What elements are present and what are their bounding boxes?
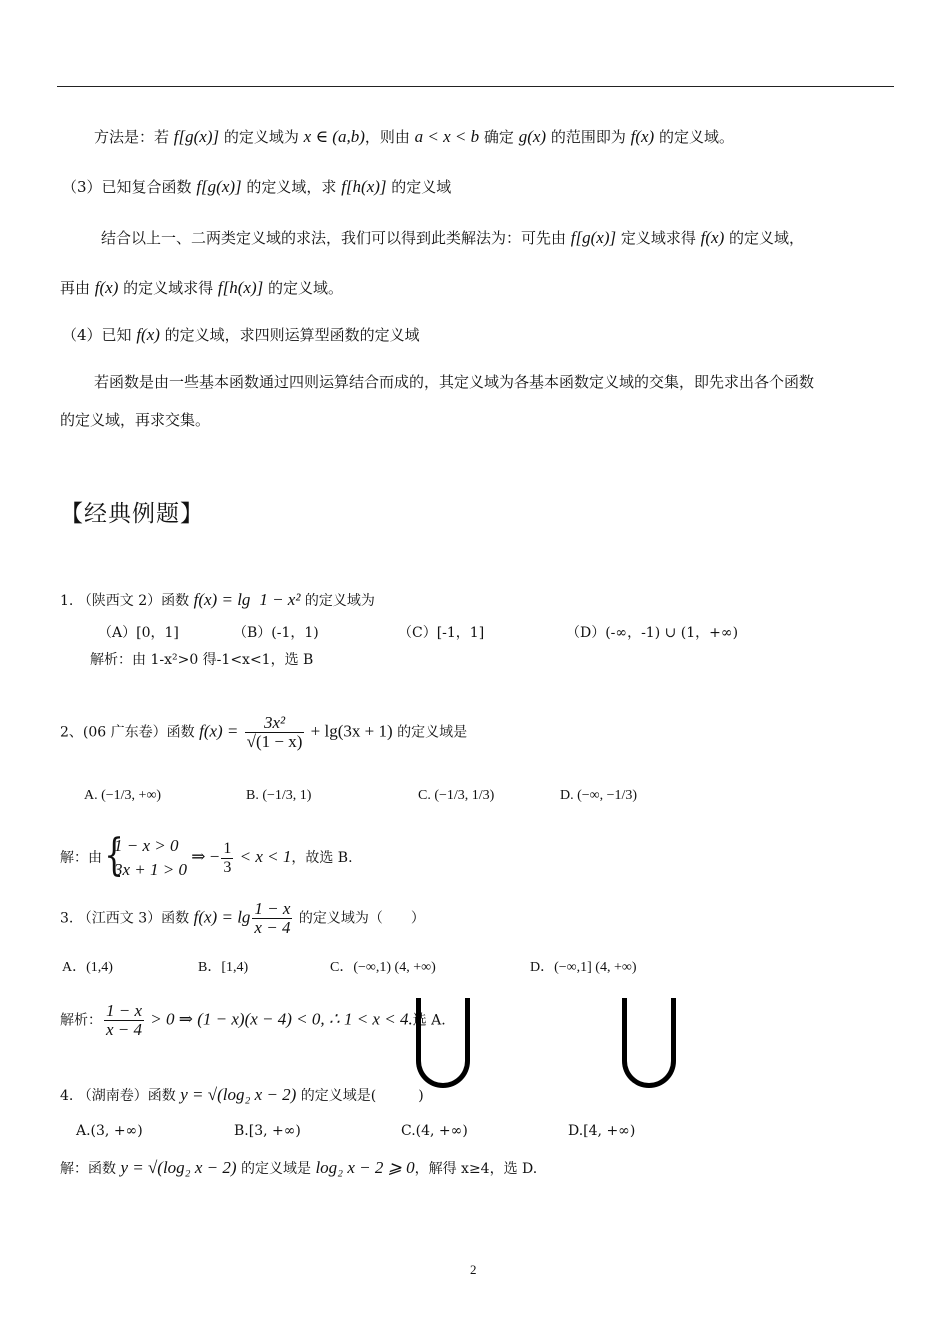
q3-stem: 3. （江西文 3）函数 f(x) = lg $\frac{1 - x}{x - 4}$ 的定义域为（ ） bbox=[60, 899, 425, 937]
q3-option-b: B．[1,4) bbox=[198, 960, 249, 975]
q2-solution: 解：由 { 1 − x > 0 3x + 1 > 0 ⇒ − $\frac{1}{3}$ < x < 1，故选 B. bbox=[60, 830, 353, 885]
q4-option-c: C.(4, +∞) bbox=[401, 1123, 468, 1139]
case-3-body-2: 再由 f(x) 的定义域求得 f[h(x)] 的定义域。 bbox=[60, 278, 344, 297]
q1-option-d: （D）(-∞，-1) ∪ (1，+∞) bbox=[566, 625, 739, 641]
q1-stem: 1. （陕西文 2）函数 f(x) = lg 1 − x² 的定义域为 bbox=[60, 590, 375, 609]
header-rule bbox=[57, 86, 894, 87]
case-4-title: （4）已知 f(x) 的定义域，求四则运算型函数的定义域 bbox=[62, 325, 420, 344]
q4-option-a: A.(3, +∞) bbox=[76, 1123, 143, 1139]
q2-fraction: $\frac{\text{3x²}}{√(1 - x)}$ bbox=[246, 713, 303, 751]
q2-stem: 2、(06 广东卷）函数 f(x) = $\frac{\text{3x²}}{√(1 - x)}$ + lg(3x + 1) 的定义域是 bbox=[60, 713, 468, 751]
q3-option-c: C．(−∞,1) (4, +∞) bbox=[330, 960, 436, 975]
method-line: 方法是：若 f[g(x)] 的定义域为 x ∈ (a,b)，则由 a < x < b 确定 g(x) 的范围即为 f(x) 的定义域。 bbox=[94, 127, 734, 146]
q4-stem: 4. （湖南卷）函数 y = √(log₂ x − 2) 的定义域是( ) bbox=[60, 1085, 424, 1104]
case-3-body-1: 结合以上一、二两类定义域的求法，我们可以得到此类解法为：可先由 f[g(x)] 定义域求得 f(x) 的定义域， bbox=[101, 228, 805, 247]
case-3-title: （3）已知复合函数 f[g(x)] 的定义域，求 f[h(x)] 的定义域 bbox=[62, 177, 452, 196]
q2-option-c: C. (−1/3, 1/3) bbox=[418, 788, 495, 803]
q2-option-b: B. (−1/3, 1) bbox=[246, 788, 312, 803]
union-symbol-glyph bbox=[622, 998, 676, 1088]
q4-option-d: D.[4, +∞) bbox=[568, 1123, 636, 1139]
case-4-body-2: 的定义域，再求交集。 bbox=[60, 411, 211, 429]
q3-option-a: A．(1,4) bbox=[62, 960, 113, 975]
case-4-body-1: 若函数是由一些基本函数通过四则运算结合而成的，其定义域为各基本函数定义域的交集，即先求出各个函数 bbox=[94, 373, 815, 391]
q4-option-b: B.[3, +∞) bbox=[234, 1123, 301, 1139]
q2-inequality-system: { 1 − x > 0 3x + 1 > 0 bbox=[102, 834, 187, 882]
q4-solution: 解：函数 y = √(log₂ x − 2) 的定义域是 log₂ x − 2 ⩾ 0，解得 x≥4，选 D. bbox=[60, 1158, 538, 1177]
q3-option-d: D．(−∞,1] (4, +∞) bbox=[530, 960, 637, 975]
q3-solution: 解析： $\frac{1 - x}{x - 4}$ > 0 ⇒ (1 − x)(x − 4) < 0, ∴ 1 < x < 4.选 A. bbox=[60, 1001, 446, 1039]
q1-option-b: （B）(-1，1) bbox=[233, 625, 319, 641]
page-number: 2 bbox=[470, 1262, 477, 1277]
q1-solution: 解析：由 1-x²>0 得-1<x<1，选 B bbox=[90, 652, 314, 668]
union-symbol-glyph bbox=[416, 998, 470, 1088]
q1-option-c: （C）[-1，1] bbox=[398, 625, 485, 641]
q2-option-a: A. (−1/3, +∞) bbox=[84, 788, 162, 803]
q1-option-a: （A）[0，1] bbox=[98, 625, 179, 641]
section-heading: 【经典例题】 bbox=[60, 501, 204, 527]
q2-option-d: D. (−∞, −1/3) bbox=[560, 788, 638, 803]
